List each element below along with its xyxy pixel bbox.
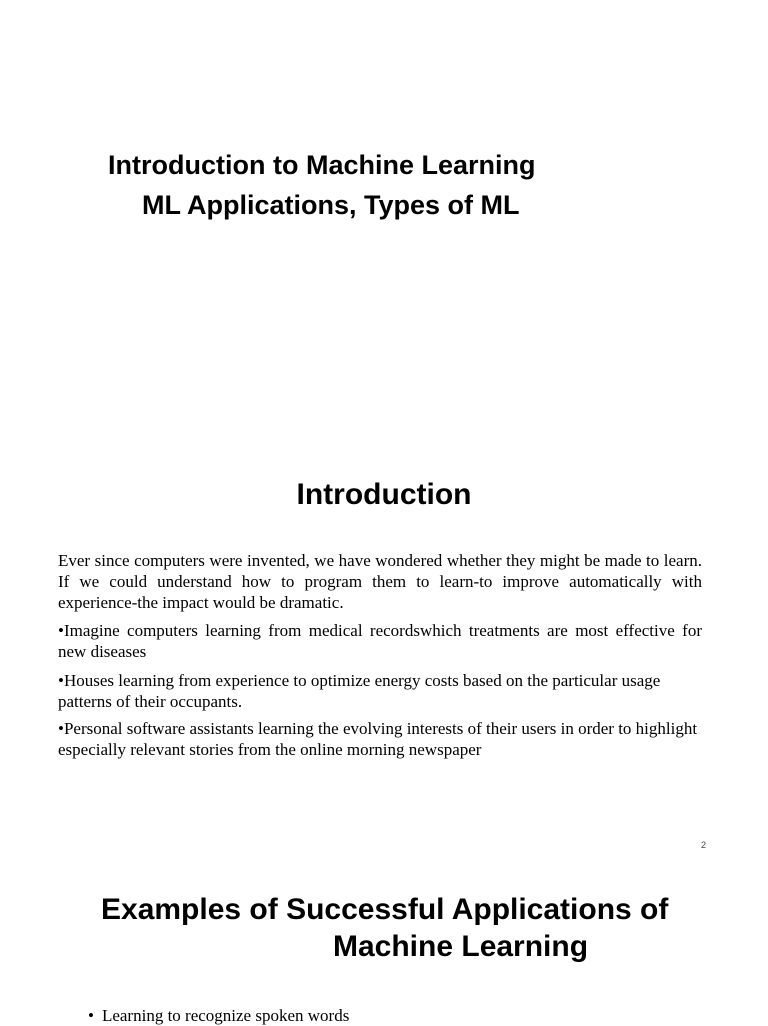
list-item-text: Learning to recognize spoken words [101, 1006, 350, 1025]
slide-title [0, 0, 768, 440]
examples-heading-line-2: Machine Learning [333, 930, 589, 963]
examples-list [88, 1006, 349, 1026]
bullet-software-assistants: •Personal software assistants learning the evolving interests of their users in order to highlight especially relevant stories from the online morning newspaper [58, 719, 698, 759]
examples-heading-line-1: Examples of Successful Applications of [101, 893, 669, 926]
bullet-medical-records: •Imagine computers learning from medical recordswhich treatments are most effective for new diseases [58, 621, 702, 661]
intro-paragraph: Ever since computers were invented, we have wondered whether they might be made to learn. If we could understand how to program them to learn-to improve automatically with experience-the impact would be dramatic. [58, 551, 702, 612]
list-item [88, 1006, 349, 1026]
bullet-marker: • [88, 1006, 94, 1025]
page-number: 2 [700, 840, 706, 850]
slide-title-line-1: Introduction to Machine Learning [108, 150, 536, 180]
introduction-heading: Introduction [296, 478, 472, 511]
bullet-houses-energy: •Houses learning from experience to optimize energy costs based on the particular usage patterns of their occupants. [58, 671, 661, 711]
slide-introduction [0, 440, 768, 860]
slide-title-line-2: ML Applications, Types of ML [142, 190, 520, 220]
slide-examples [0, 860, 768, 1024]
